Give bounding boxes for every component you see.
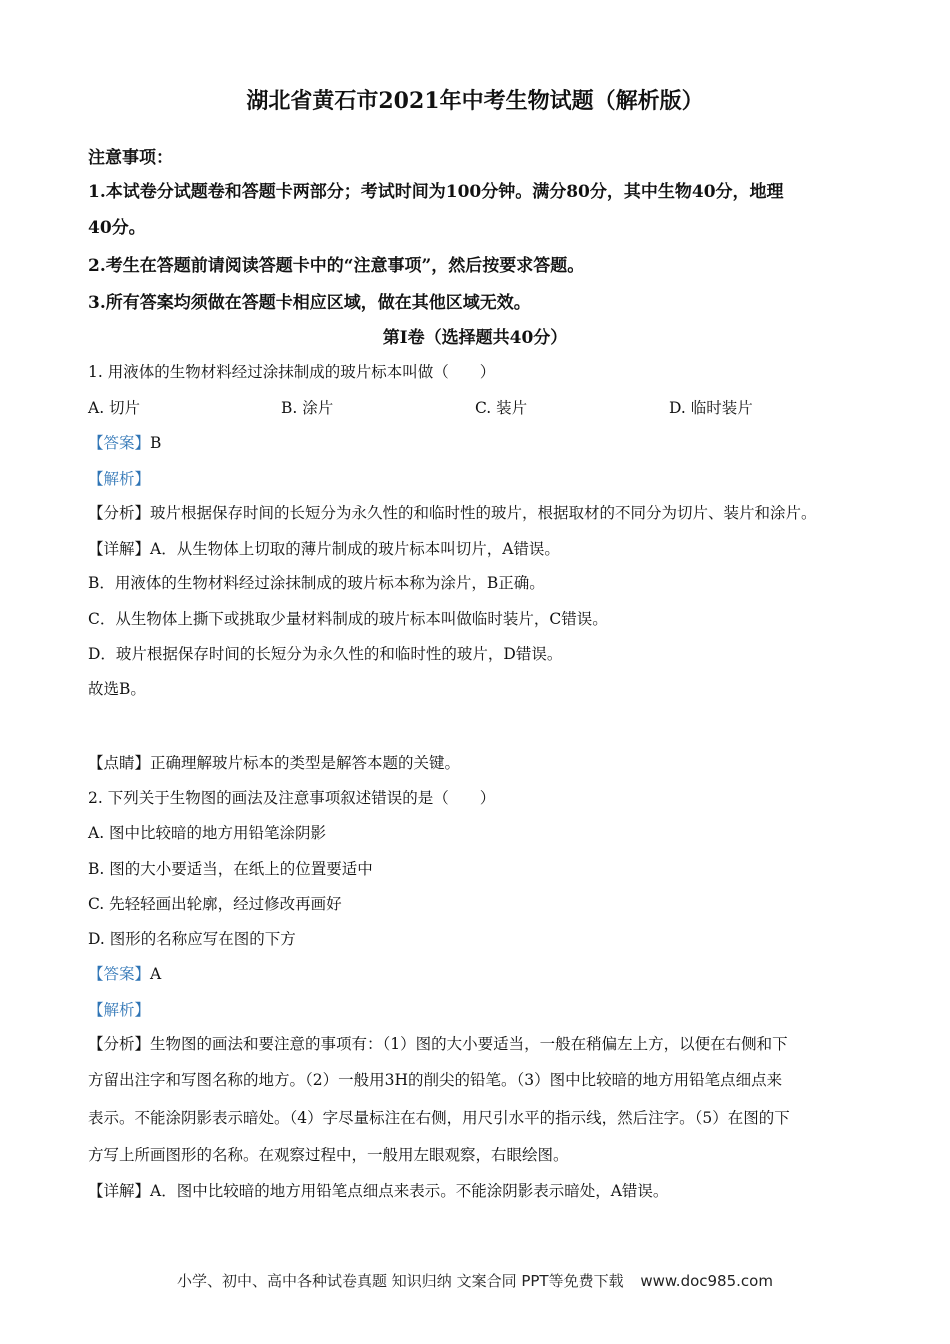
fenxi-text: 生物图的画法和要注意的事项有：（1）图的大小要适当，一般在稍偏左上方，以便在右侧和下	[150, 1035, 788, 1053]
question-2-option-c: C. 先轻轻画出轮廓，经过修改再画好	[88, 895, 342, 913]
question-2-stem: 2. 下列关于生物图的画法及注意事项叙述错误的是（ ）	[88, 789, 496, 807]
fenxi-tag: 【分析】	[88, 1035, 151, 1053]
section-title: 第Ⅰ卷（选择题共40分）	[382, 328, 568, 348]
analysis-tag: 【解析】	[88, 470, 151, 488]
question-1-analysis-heading	[88, 467, 150, 489]
question-2-answer	[88, 962, 161, 984]
question-2-option-a: A. 图中比较暗的地方用铅笔涂阴影	[88, 824, 327, 842]
question-2-fenxi-1	[88, 1032, 788, 1054]
question-2-fenxi-4: 方写上所画图形的名称。在观察过程中，一般用左眼观察，右眼绘图。	[88, 1146, 569, 1164]
detail-text: A．图中比较暗的地方用铅笔点细点来表示。不能涂阴影表示暗处，A错误。	[150, 1182, 669, 1200]
question-1-option-b: B. 涂片	[281, 399, 334, 417]
question-1-detail-c: C．从生物体上撕下或挑取少量材料制成的玻片标本叫做临时装片，C错误。	[88, 610, 608, 628]
fenxi-text: 玻片根据保存时间的长短分为永久性的和临时性的玻片，根据取材的不同分为切片、装片和涂片。	[150, 504, 817, 522]
question-1-fenxi	[88, 501, 817, 523]
comment-text: 正确理解玻片标本的类型是解答本题的关键。	[150, 754, 461, 772]
notice-heading: 注意事项：	[88, 148, 173, 168]
question-2-option-b: B. 图的大小要适当，在纸上的位置要适中	[88, 860, 373, 878]
notice-item-1-cont: 40分。	[88, 218, 146, 238]
question-1-choose: 故选B。	[88, 680, 146, 698]
analysis-tag: 【解析】	[88, 1001, 151, 1019]
answer-tag: 【答案】	[88, 434, 151, 452]
question-1-comment	[88, 751, 460, 773]
question-1-detail-a	[88, 537, 560, 559]
question-2-option-d: D. 图形的名称应写在图的下方	[88, 930, 296, 948]
notice-item-3: 3.所有答案均须做在答题卡相应区域，做在其他区域无效。	[88, 293, 531, 313]
question-2-analysis-heading	[88, 998, 150, 1020]
answer-value: B	[150, 434, 162, 452]
question-1-detail-d: D．玻片根据保存时间的长短分为永久性的和临时性的玻片，D错误。	[88, 645, 563, 663]
answer-value: A	[150, 965, 162, 983]
detail-text: A．从生物体上切取的薄片制成的玻片标本叫切片，A错误。	[150, 540, 560, 558]
page-footer	[0, 1270, 950, 1291]
detail-tag: 【详解】	[88, 1182, 151, 1200]
footer-text: 小学、初中、高中各种试卷真题 知识归纳 文案合同 PPT等免费下载	[177, 1272, 624, 1290]
notice-item-1: 1.本试卷分试题卷和答题卡两部分；考试时间为100分钟。满分80分，其中生物40分，地理	[88, 182, 784, 202]
question-1-detail-b: B．用液体的生物材料经过涂抹制成的玻片标本称为涂片，B正确。	[88, 574, 545, 592]
footer-site-link[interactable]: www.doc985.com	[640, 1272, 773, 1290]
fenxi-tag: 【分析】	[88, 504, 151, 522]
question-2-fenxi-3: 表示。不能涂阴影表示暗处。（4）字尽量标注在右侧，用尺引水平的指示线，然后注字。（5）在图的下	[88, 1109, 790, 1127]
question-1-option-c: C. 装片	[475, 399, 528, 417]
comment-tag: 【点睛】	[88, 754, 151, 772]
notice-item-2: 2.考生在答题前请阅读答题卡中的“注意事项”，然后按要求答题。	[88, 256, 585, 276]
question-2-fenxi-2: 方留出注字和写图名称的地方。（2）一般用3H的削尖的铅笔。（3）图中比较暗的地方用铅笔点细点来	[88, 1071, 783, 1089]
question-1-option-d: D. 临时装片	[669, 399, 753, 417]
answer-tag: 【答案】	[88, 965, 151, 983]
page-title: 湖北省黄石市2021年中考生物试题（解析版）	[246, 88, 704, 114]
detail-tag: 【详解】	[88, 540, 151, 558]
question-1-stem: 1. 用液体的生物材料经过涂抹制成的玻片标本叫做（ ）	[88, 363, 496, 381]
question-2-detail-a	[88, 1179, 668, 1201]
question-1-answer	[88, 431, 161, 453]
question-1-option-a: A. 切片	[88, 399, 141, 417]
